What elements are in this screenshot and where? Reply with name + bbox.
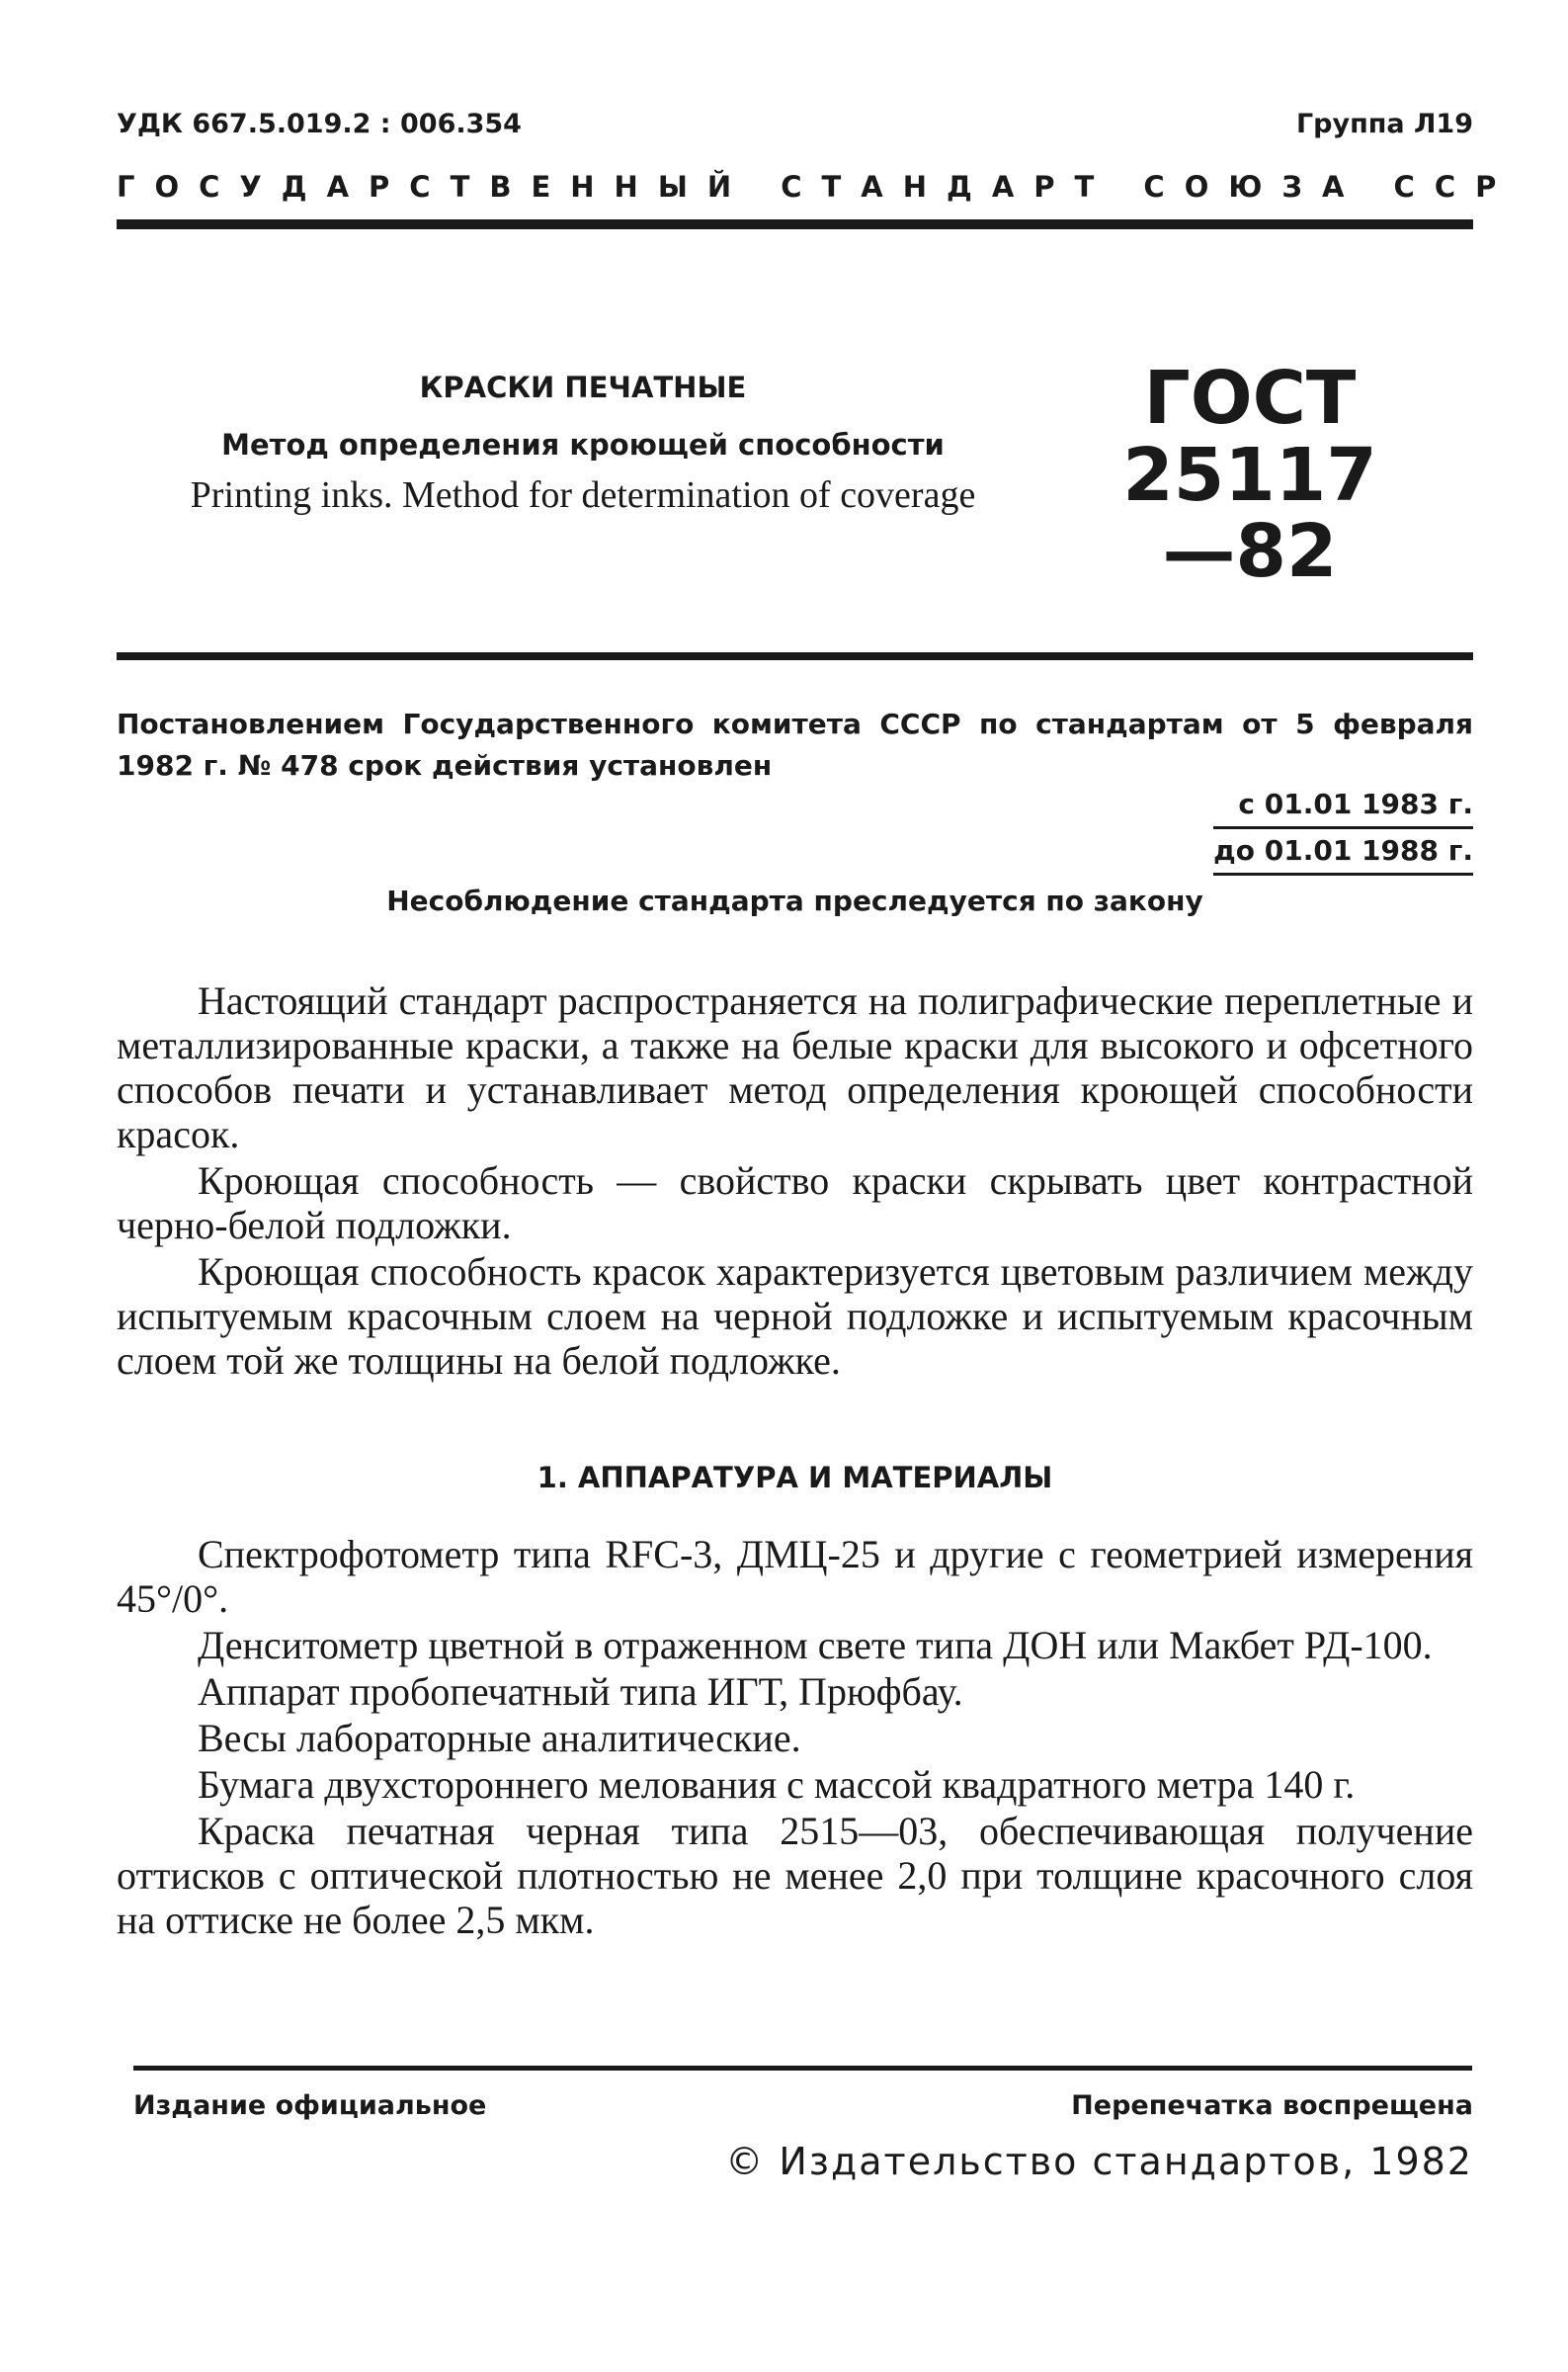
intro-body: [117, 978, 1473, 1385]
intro-paragraph: Настоящий стандарт распространяется на полиграфические переплетные и металлизированные краски, а также на белые краски для высокого и офсетного способов печати и устанавливает метод определения кроющей способности красок.: [117, 978, 1473, 1156]
edition-label: Издание официальное: [133, 2090, 487, 2121]
validity-dates: [1213, 783, 1473, 876]
intro-paragraph: Кроющая способность красок характеризуется цветовым различием между испытуемым красочным слоем на черной подложке и испытуемым красочным слоем той же толщины на белой подложке.: [117, 1249, 1473, 1383]
equipment-item: Денситометр цветной в отраженном свете типа ДОН или Макбет РД-100.: [198, 1623, 1433, 1667]
header-rule: [117, 219, 1473, 229]
gost-number: 25117—82: [1122, 432, 1377, 595]
intro-paragraph: Кроющая способность — свойство краски скрывать цвет контрастной черно-белой подложки.: [117, 1158, 1473, 1247]
equipment-item: Весы лабораторные аналитические.: [198, 1716, 801, 1760]
equipment-item: Спектрофотометр типа RFC-3, ДМЦ-25 и другие с геометрией измерения 45°/0°.: [117, 1532, 1473, 1621]
date-from: с 01.01 1983 г.: [1213, 783, 1473, 829]
section-heading: 1. АППАРАТУРА И МАТЕРИАЛЫ: [536, 1461, 1053, 1494]
title-rule: [117, 652, 1473, 660]
title-en: Printing inks. Method for determination of coverage: [190, 474, 976, 516]
equipment-list: [117, 1532, 1473, 1944]
gost-block: [1087, 356, 1413, 595]
reprint-notice: Перепечатка воспрещена: [1071, 2090, 1473, 2121]
resolution-text: Постановлением Государственного комитета СССР по стандартам от 5 февраля 1982 г. № 478 срок действия установлен: [117, 708, 1473, 782]
gost-label: ГОСТ: [1143, 356, 1357, 441]
method-title-ru: Метод определения кроющей способности: [221, 428, 945, 462]
footer-rule: [133, 2066, 1472, 2071]
copyright: © Издательство стандартов, 1982: [725, 2140, 1473, 2183]
state-standard-heading: ГОСУДАРСТВЕННЫЙ СТАНДАРТ СОЮЗА ССР: [117, 170, 1517, 204]
equipment-item: Бумага двухстороннего мелования с массой квадратного метра 140 г.: [198, 1762, 1356, 1807]
equipment-item: Аппарат пробопечатный типа ИГТ, Прюфбау.: [198, 1669, 963, 1714]
equipment-item: Краска печатная черная типа 2515—03, обеспечивающая получение оттисков с оптической плотностью не менее 2,0 при толщине красочного слоя на оттиске не более 2,5 мкм.: [117, 1809, 1473, 1942]
group-code: Группа Л19: [1295, 109, 1473, 139]
title-ru: КРАСКИ ПЕЧАТНЫЕ: [419, 371, 747, 404]
udc-code: УДК 667.5.019.2 : 006.354: [117, 109, 522, 139]
title-block: [128, 371, 1037, 517]
noncompliance-notice: Несоблюдение стандарта преследуется по закону: [386, 885, 1203, 917]
date-to: до 01.01 1988 г.: [1213, 829, 1473, 876]
